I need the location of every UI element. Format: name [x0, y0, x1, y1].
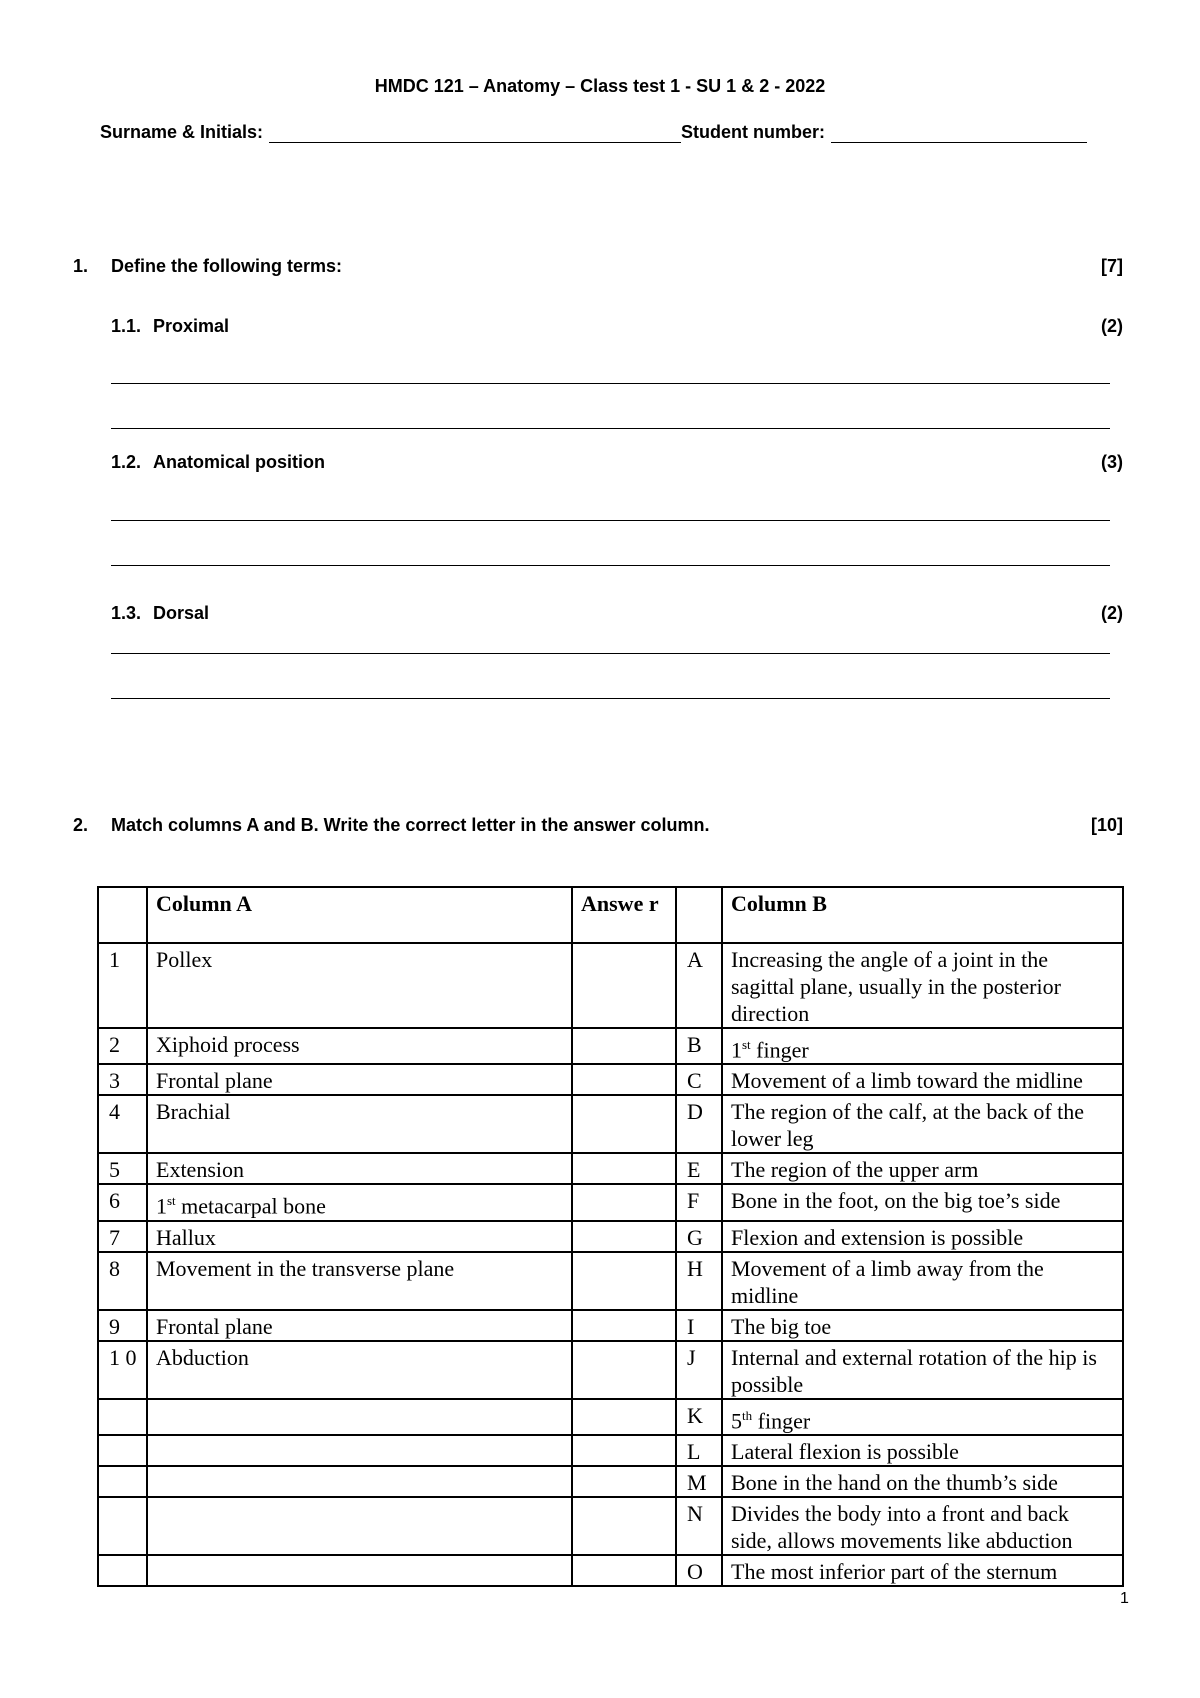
student-number-label: Student number: [681, 122, 826, 142]
table-row [98, 1095, 1123, 1153]
row-number-cell: 9 [98, 1310, 147, 1341]
answer-cell[interactable] [572, 1555, 676, 1586]
letter-cell: G [676, 1221, 722, 1252]
q1-2-text: Anatomical position [153, 452, 326, 472]
answer-line[interactable] [111, 653, 1110, 654]
table-row [98, 1466, 1123, 1497]
row-number-cell: 8 [98, 1252, 147, 1310]
table-row [98, 1221, 1123, 1252]
letter-cell: H [676, 1252, 722, 1310]
column-b-cell: Internal and external rotation of the hip is possible [722, 1341, 1123, 1399]
row-number-cell [98, 1399, 147, 1435]
q1-3-number: 1.3. [111, 603, 142, 623]
student-number-field[interactable] [831, 124, 1087, 143]
answer-cell[interactable] [572, 1497, 676, 1555]
table-row [98, 943, 1123, 1028]
column-b-cell: The region of the upper arm [722, 1153, 1123, 1184]
row-number-cell: 1 [98, 943, 147, 1028]
answer-cell[interactable] [572, 1153, 676, 1184]
column-a-cell [147, 1466, 572, 1497]
row-number-cell [98, 1435, 147, 1466]
letter-cell: O [676, 1555, 722, 1586]
q2-number: 2. [73, 815, 89, 835]
q1-3-text: Dorsal [153, 603, 210, 623]
column-a-cell [147, 1435, 572, 1466]
row-number-cell [98, 1466, 147, 1497]
table-row [98, 1341, 1123, 1399]
q1-text: Define the following terms: [111, 256, 343, 276]
table-row [98, 1028, 1123, 1064]
row-number-cell: 4 [98, 1095, 147, 1153]
column-b-cell: Divides the body into a front and back side, allows movements like abduction [722, 1497, 1123, 1555]
letter-cell: J [676, 1341, 722, 1399]
column-a-header: Column A [147, 887, 572, 943]
row-number-cell: 3 [98, 1064, 147, 1095]
column-b-cell: 1st finger [722, 1028, 1123, 1064]
page-title: HMDC 121 – Anatomy – Class test 1 - SU 1 & 2 - 2022 [374, 76, 826, 96]
header-num-cell [98, 887, 147, 943]
column-b-cell: The region of the calf, at the back of the lower leg [722, 1095, 1123, 1153]
row-number-cell: 6 [98, 1184, 147, 1220]
table-row [98, 1153, 1123, 1184]
q1-marks: [7] [1101, 256, 1123, 276]
letter-cell: B [676, 1028, 722, 1064]
surname-field[interactable] [269, 124, 681, 143]
column-a-cell [147, 1399, 572, 1435]
column-a-cell: Abduction [147, 1341, 572, 1399]
column-a-cell: Brachial [147, 1095, 572, 1153]
row-number-cell: 7 [98, 1221, 147, 1252]
letter-cell: A [676, 943, 722, 1028]
column-b-cell: Increasing the angle of a joint in the sagittal plane, usually in the posterior direction [722, 943, 1123, 1028]
q1-2-marks: (3) [1101, 452, 1123, 472]
column-b-cell: 5th finger [722, 1399, 1123, 1435]
letter-cell: N [676, 1497, 722, 1555]
q2-marks: [10] [1090, 815, 1123, 835]
answer-cell[interactable] [572, 1310, 676, 1341]
q1-3-marks: (2) [1101, 603, 1123, 623]
row-number-cell: 5 [98, 1153, 147, 1184]
answer-cell[interactable] [572, 1341, 676, 1399]
row-number-cell: 2 [98, 1028, 147, 1064]
column-b-cell: The most inferior part of the sternum [722, 1555, 1123, 1586]
letter-cell: C [676, 1064, 722, 1095]
row-number-cell [98, 1497, 147, 1555]
table-row [98, 1252, 1123, 1310]
header-letter-cell [676, 887, 722, 943]
matching-table [97, 886, 1124, 1587]
answer-cell[interactable] [572, 1466, 676, 1497]
answer-cell[interactable] [572, 1221, 676, 1252]
column-a-cell [147, 1497, 572, 1555]
column-b-header: Column B [722, 887, 1123, 943]
table-row [98, 1555, 1123, 1586]
column-a-cell: Hallux [147, 1221, 572, 1252]
q1-1-number: 1.1. [111, 316, 142, 336]
answer-cell[interactable] [572, 1064, 676, 1095]
table-row [98, 1064, 1123, 1095]
letter-cell: D [676, 1095, 722, 1153]
letter-cell: M [676, 1466, 722, 1497]
answer-cell[interactable] [572, 1184, 676, 1220]
answer-line[interactable] [111, 428, 1110, 429]
column-b-cell: Movement of a limb toward the midline [722, 1064, 1123, 1095]
column-b-cell: The big toe [722, 1310, 1123, 1341]
q2-text: Match columns A and B. Write the correct letter in the answer column. [111, 815, 710, 835]
letter-cell: K [676, 1399, 722, 1435]
column-a-cell: 1st metacarpal bone [147, 1184, 572, 1220]
column-b-cell: Bone in the hand on the thumb’s side [722, 1466, 1123, 1497]
q1-2-number: 1.2. [111, 452, 142, 472]
student-info-line [100, 122, 1087, 143]
column-b-cell: Lateral flexion is possible [722, 1435, 1123, 1466]
answer-line[interactable] [111, 698, 1110, 699]
answer-line[interactable] [111, 520, 1110, 521]
answer-header: Answe r [572, 887, 676, 943]
column-a-cell [147, 1555, 572, 1586]
column-a-cell: Xiphoid process [147, 1028, 572, 1064]
column-a-cell: Movement in the transverse plane [147, 1252, 572, 1310]
letter-cell: L [676, 1435, 722, 1466]
answer-cell[interactable] [572, 1095, 676, 1153]
q1-1-text: Proximal [153, 316, 230, 336]
row-number-cell [98, 1555, 147, 1586]
q1-1-marks: (2) [1101, 316, 1123, 336]
table-header-row [98, 887, 1123, 943]
column-b-cell: Movement of a limb away from the midline [722, 1252, 1123, 1310]
table-row [98, 1310, 1123, 1341]
table-row [98, 1497, 1123, 1555]
column-a-cell: Extension [147, 1153, 572, 1184]
column-a-cell: Frontal plane [147, 1310, 572, 1341]
answer-cell[interactable] [572, 1435, 676, 1466]
q1-number: 1. [73, 256, 89, 276]
table-row [98, 1184, 1123, 1220]
answer-line[interactable] [111, 383, 1110, 384]
answer-cell[interactable] [572, 943, 676, 1028]
answer-cell[interactable] [572, 1399, 676, 1435]
row-number-cell: 1 0 [98, 1341, 147, 1399]
answer-cell[interactable] [572, 1252, 676, 1310]
column-b-cell: Flexion and extension is possible [722, 1221, 1123, 1252]
answer-cell[interactable] [572, 1028, 676, 1064]
letter-cell: F [676, 1184, 722, 1220]
column-a-cell: Pollex [147, 943, 572, 1028]
answer-line[interactable] [111, 565, 1110, 566]
table-row [98, 1399, 1123, 1435]
letter-cell: E [676, 1153, 722, 1184]
letter-cell: I [676, 1310, 722, 1341]
column-b-cell: Bone in the foot, on the big toe’s side [722, 1184, 1123, 1220]
surname-label: Surname & Initials: [100, 122, 264, 142]
column-a-cell: Frontal plane [147, 1064, 572, 1095]
page-number: 1 [1120, 1590, 1129, 1607]
table-row [98, 1435, 1123, 1466]
